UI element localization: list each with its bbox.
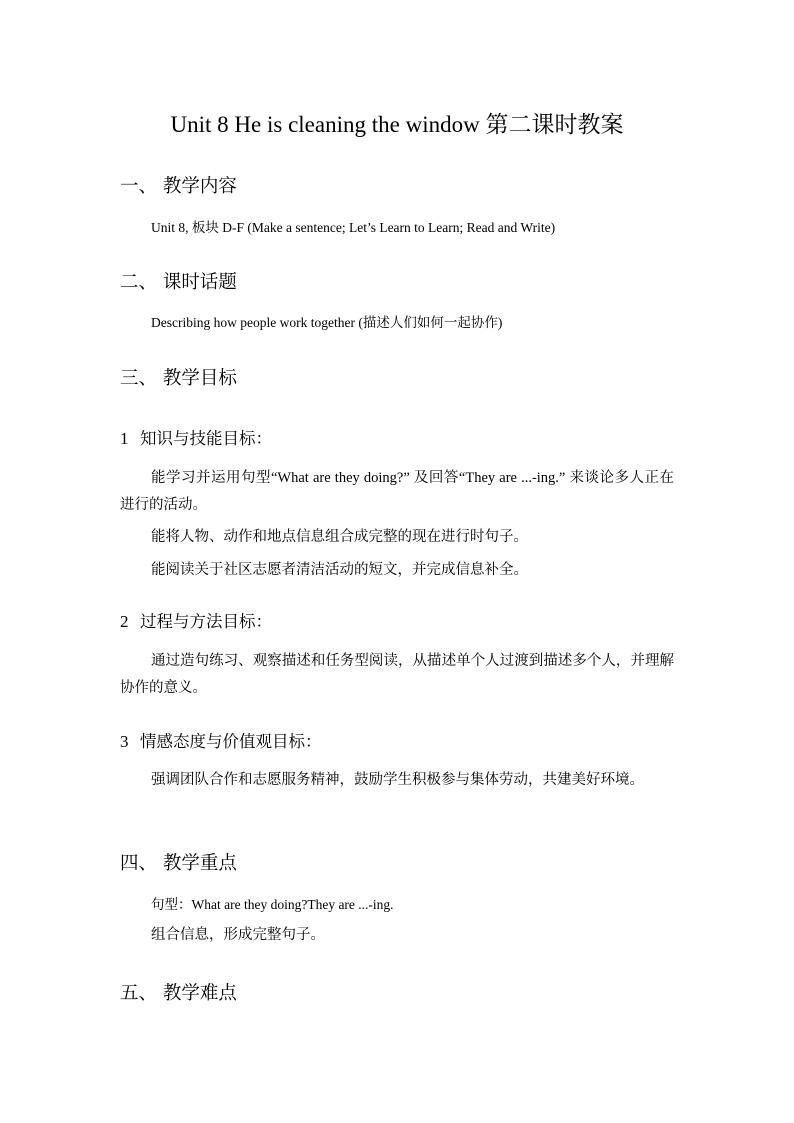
key-point-2: 组合信息，形成完整句子。 [151,927,325,943]
knowledge-item-1: 能学习并运用句型“What are they doing?” 及回答“They are ...-ing.” 来谈论多人正在进行的活动。 [120,470,674,513]
document-title: Unit 8 He is cleaning the window 第二课时教案 [170,112,624,137]
topic-text: Describing how people work together (描述人们如何一起协作) [151,315,503,330]
subheading-process [120,608,272,636]
subheading-number: 2 [120,612,129,631]
knowledge-item-3: 能阅读关于社区志愿者清洁活动的短文，并完成信息补全。 [151,562,528,578]
section-heading-objectives: 三、 教学目标 [120,368,237,389]
key-point-1: 句型：What are they doing?They are ...-ing. [151,897,394,912]
subheading-number: 1 [120,429,129,448]
subheading-number: 3 [120,732,129,751]
emotion-item-1: 强调团队合作和志愿服务精神，鼓励学生积极参与集体劳动，共建美好环境。 [151,772,644,788]
subheading-knowledge [120,425,272,453]
subheading-label: 知识与技能目标： [140,429,272,448]
subheading-label: 过程与方法目标： [140,612,272,631]
knowledge-item-2: 能将人物、动作和地点信息组合成完整的现在进行时句子。 [151,529,528,545]
section-heading-key-points: 四、 教学重点 [120,853,237,874]
content-text: Unit 8, 板块 D-F (Make a sentence; Let’s Learn to Learn; Read and Write) [151,220,556,235]
section-heading-content: 一、 教学内容 [120,176,237,197]
process-item-1: 通过造句练习、观察描述和任务型阅读，从描述单个人过渡到描述多个人，并理解协作的意义。 [120,653,674,696]
subheading-label: 情感态度与价值观目标： [140,732,322,751]
section-heading-topic: 二、 课时话题 [120,272,237,293]
subheading-emotion [120,728,322,756]
section-heading-difficulties: 五、 教学难点 [120,983,237,1004]
